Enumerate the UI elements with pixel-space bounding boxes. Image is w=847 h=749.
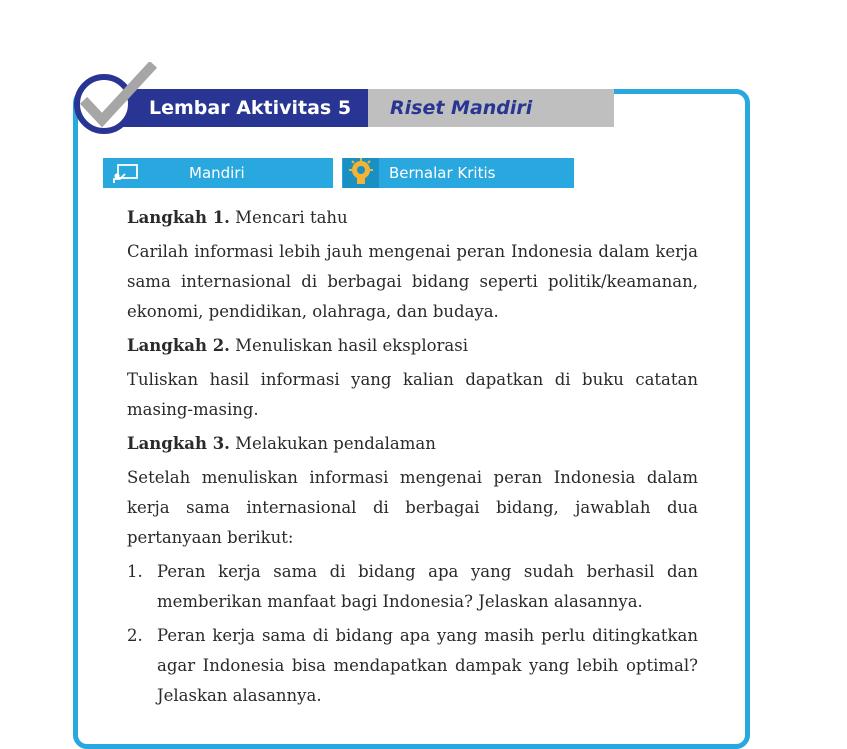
step-3-title: Melakukan pendalaman xyxy=(229,434,436,453)
tag-bernalar-kritis xyxy=(342,158,574,188)
step-1-title: Mencari tahu xyxy=(229,208,348,227)
tag-bernalar-kritis-label: Bernalar Kritis xyxy=(389,164,496,182)
tag-mandiri-label: Mandiri xyxy=(189,164,245,182)
question-2-text: Peran kerja sama di bidang apa yang masih perlu ditingkatkan agar Indonesia bisa mendapatkan dampak yang lebih optimal? Jelaskan alasannya. xyxy=(157,626,698,705)
list-item xyxy=(127,557,698,617)
question-2-number: 2. xyxy=(127,626,143,645)
activity-content xyxy=(127,203,698,715)
checkmark-icon xyxy=(70,62,160,138)
step-3-heading xyxy=(127,429,698,459)
step-2-title: Menuliskan hasil eksplorasi xyxy=(229,336,469,355)
presentation-icon xyxy=(113,163,139,183)
question-list xyxy=(127,557,698,711)
step-2-heading xyxy=(127,331,698,361)
activity-label: Lembar Aktivitas 5 xyxy=(118,89,368,127)
step-1-label: Langkah 1. xyxy=(127,208,230,227)
activity-title-bar xyxy=(118,89,614,127)
question-1-number: 1. xyxy=(127,562,143,581)
lightbulb-gear-icon xyxy=(343,158,379,188)
step-1-body: Carilah informasi lebih jauh mengenai peran Indonesia dalam kerja sama internasional di berbagai bidang seperti politik/keamanan, ekonomi, pendidikan, olahraga, dan budaya. xyxy=(127,242,698,321)
activity-title: Riset Mandiri xyxy=(368,89,614,127)
list-item xyxy=(127,621,698,711)
step-2-body: Tuliskan hasil informasi yang kalian dapatkan di buku catatan masing-masing. xyxy=(127,370,698,419)
step-3-label: Langkah 3. xyxy=(127,434,230,453)
question-1-text: Peran kerja sama di bidang apa yang sudah berhasil dan memberikan manfaat bagi Indonesia? Jelaskan alasannya. xyxy=(157,562,698,611)
step-3-body: Setelah menuliskan informasi mengenai peran Indonesia dalam kerja sama internasional di berbagai bidang, jawablah dua pertanyaan berikut: xyxy=(127,468,698,547)
step-1-heading xyxy=(127,203,698,233)
step-2-label: Langkah 2. xyxy=(127,336,230,355)
tag-mandiri xyxy=(103,158,333,188)
